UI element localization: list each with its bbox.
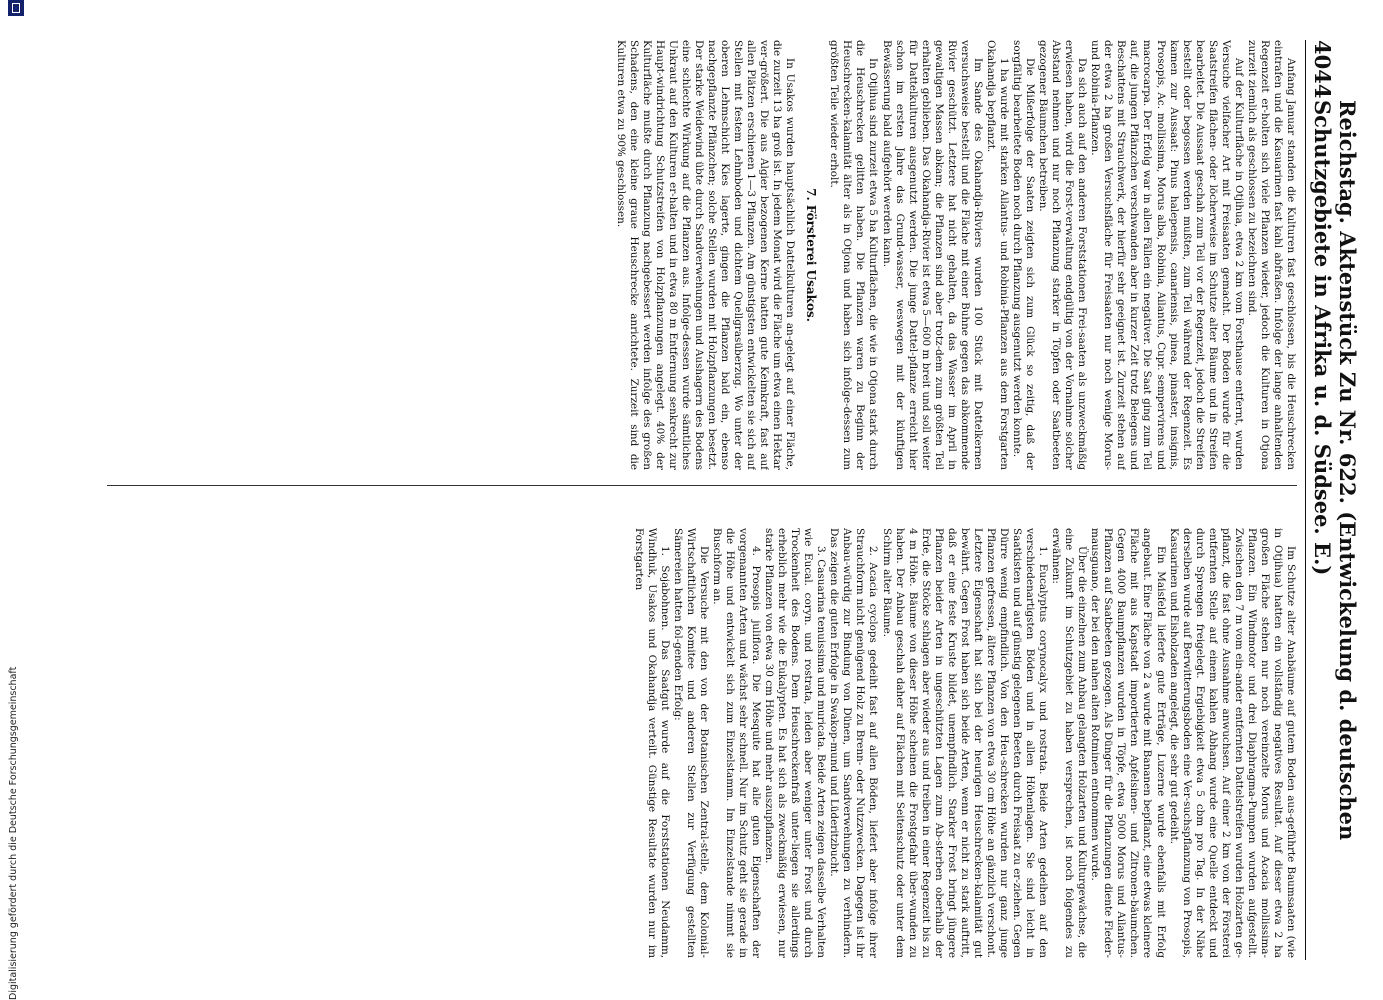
paragraph: Über die einzelnen zum Anbau gelangten Holzarten und Kulturgewächse, die eine Zukunft im Schutzgebiet zu haben versprechen, ist noch folgendes zu erwähnen: [1050, 528, 1089, 958]
paragraph: 2. Acacia cyclops gedeiht fast auf allen Böden, liefert aber infolge ihrer Strauchform nicht genügend Holz zu Brenn- oder Nutzzwecken. Dagegen ist ihr Anbau-würdig zur Bindung von Dünen, um Sandverwehungen zu verhindern. Das zeigen die guten Erfolge in Swakop-mund und Lüderitzbucht. [828, 528, 880, 958]
paragraph: In Usakos wurden hauptsächlich Dattelkulturen an-gelegt auf einer Fläche, die zurzeit 13 ha groß ist. In jedem Monat wird die Fläche um etwa einen Hektar ver-größert. Die aus Algier bezogenen Kerne hatten gute Keimkraft, fast auf allen Plätzen erschienen 1—3 Pflanzen. Am günstigsten entwickelten sie sich auf Stellen mit festem Lehmboden und dichtem Quellgrasüberzug. Wo unter der oberen Lehmschicht Kies lagerte, gingen die Pflanzen bald ein, ebenso nachgepflanzte Pflänzchen; solche Stellen wurden mit Holzpflanzungen besetzt. Der starke Weidewind übte durch Sandverwehungen und Aushagern des Bodens eine schlechte Wirkung auf die Pflanzen aus. Infolge-dessen wurde sämtliches Unkraut auf den Kulturen er-halten und in etwa 80 m Entfernung senkrecht zur Haupt-windrichtung Schutzstreifen von Holzpflanzungen angelegt. 40% der Kulturfläche mußte durch Pflanzung nachgebessert werden infolge des großen Schadens, den eine kleine graue Heuschrecke anrichtete. Zurzeit sind die Kulturen etwa zu 90% geschlossen. [614, 40, 797, 470]
left-column [107, 40, 1297, 470]
paragraph: 4. Prosopis juliflora. Die Mesquite hat alle guten Eigenschaften der vorgenannten Arten und wächst sehr schnell. Nur im Schutz geht sie gerade in die Höhe und entwickelt sich zum Einzelstamm. Im Einzelstande nimmt sie Buschform an. [710, 528, 763, 958]
paragraph: 1. Sojabohnen. Das Saatgut wurde auf die Forststationen Neudamm, Windhuk, Usakos und Okahandja verteilt. Günstige Resultate wurden nur im Forstgarten [632, 528, 671, 958]
paragraph: 3. Casuarina tenuissima und muricata. Beide Arten zeigen dasselbe Verhalten wie Eucal. coryn. und rostrata, leiden aber weniger unter Frost und durch Trockenheit des Bodens. Dem Heuschreckenfraß unter-liegen sie allerdings erheblich mehr wie die Eukalypten. Es hat sich als zweckmäßig erwiesen, nur starke Pflanzen von etwa 30 cm Höhe und mehr auszupflanzen. [763, 528, 828, 958]
paragraph: 1 ha wurde mit starken Ailantus- und Robinia-Pflanzen aus dem Forstgarten Okahandja bepflanzt. [984, 40, 1010, 470]
paragraph: Da sich auch auf den anderen Forststationen Frei-saaten als unzweckmäßig erwiesen haben, wird die Forst-verwaltung endgültig von der Vornahme solcher Abstand nehmen und nur noch Pflanzung starker in Töpfen oder Saatbeeten gezogener Bäumchen betreiben. [1037, 40, 1089, 470]
paragraph: Ein Maisfeld lieferte gute Erträge, Luzerne wurde ebenfalls mit Erfolg angebaut. Eine Fläche von 2 a wurde mit Bananen bepflanzt, eine etwas kleinere Fläche mit aus Kapstadt importierten Apfelsinen- und Zitronen-bäumchen. Gegen 4000 Baumpflanzen wurden in Töpfe, etwa 5000 Morus und Ailantus-Pflanzen auf Saatbeeten gezogen. Als Dünger für die Pflanzungen diente Fleder-mausguano, der bei den nahen alten Rotminen entnommen wurde. [1089, 528, 1167, 958]
paragraph: Die Versuche mit den von der Botanischen Zentral-stelle, dem Kolonial-Wirtschaftlichen Komitee und anderen Stellen zur Verfügung gestellten Sämereien hatten fol-genden Erfolg: [671, 528, 710, 958]
right-column [107, 528, 1297, 958]
paragraph: 1. Eucalyptus corynocalyx und rostrata. Beide Arten gedeihen auf den verschiedenartigsten Böden und in allen Höhenlagen. Sie sind leicht in Saatkisten und auf günstig gelegenen Beeten durch Freisaat zu er-ziehen. Gegen Dürre wenig empfindlich. Von den Heu-schrecken wurden nur ganz junge Pflanzen gefressen, ältere Pflanzen von etwa 30 cm Höhe an gänzlich verschont. Letztere Eigenschaft hat sich bei der heurigen Heuschrecken-kalamität gut bewährt. Gegen Frost haben sich beide Arten, wenn er nicht zu stark auftritt, daß er eine feste Kruste bildet, unempfindlich. Starker Frost bringt jüngere Pflanzen beider Arten in ungeschützten Lagen zum Ab-sterben oberhalb der Erde, die Stöcke schlagen aber wieder aus und treiben in einer Regenzeit bis zu 4 m Höhe. Bäume von dieser Höhe scheinen die Frostgefahr über-wunden zu haben. Der Anbau geschah daher auf Flächen mit Seitenschutz oder unter dem Schirm alter Bäume. [880, 528, 1050, 958]
paragraph: Auf der Kulturfläche in Otjihua, etwa 2 km vom Forsthause entfernt, wurden Versuche vielfacher Art mit Freisaaten gemacht. Der Boden wurde für die Saatstreifen flächen- oder löcherweise im Schutze alter Bäume und in Streifen bearbeitet. Die Aussaat geschah zum Teil vor der Regenzeit, jedoch die Streifen bestellt oder begossen werden mußten, zum Teil während der Regenzeit. Es kamen zur Aussaat: Pinus halepensis, canariensis, pinea, pinaster, insignis, Prosopis, Ac. mollissima, Morus alba, Robinia, Ailantus, Cupr. sempervirens und macrocarpa. Der Erfolg war in allen Fällen ein negativer. Die Saat ging zum Teil auf, die jungen Pflänzchen verschwanden aber in kurzer Zeit trotz Belegens und Beschattens mit Strauchwerk, der hierfür sehr geeignet ist. Zurzeit stehen auf der etwa 2 ha großen Versuchsfläche für Freisaaten nur noch wenige Morus- und Robinia-Pflanzen. [1089, 40, 1245, 470]
dfg-logo-icon [8, 0, 24, 16]
paragraph: In Otjihua sind zurzeit etwa 5 ha Kulturflächen, die wie in Otjona stark durch die Heuschrecken gelitten haben. Die Pflanzen waren zu Beginn der Heuschrecken-kalamität älter als in Otjona und haben sich infolge-dessen zum größten Teile wieder erholt. [828, 40, 880, 470]
paragraph: Anfang Januar standen die Kulturen fast geschlossen, bis die Heuschrecken eintrafen und die Kasuarinen fast kahl abfraßen. Infolge der lange anhaltenden Regenzeit er-holten sich viele Pflanzen wieder, jedoch die Kulturen in Otjona zurzeit ziemlich als geschlossen zu bezeichnen sind. [1245, 40, 1297, 470]
digitization-watermark [8, 0, 24, 1000]
paragraph: Im Schutze alter Anabäume auf gutem Boden aus-geführte Baumsaaten (wie in Otjihua) hatten ein vollständig negatives Resultat. Auf dieser etwa 2 ha großen Fläche stehen nur noch vereinzelte Morus und Acacia mollissima-Pflanzen. Ein Windmotor und drei Diaphragma-Pumpen wurden aufgestellt. Zwischen den 7 m vom ein-ander entfernten Dattelstreifen wurden Holzarten ge-pflanzt, die fast ohne Ausnahme anwuchsen. Auf einer 2 km von der Försterei entfernten Stelle auf einem kahlen Abhang wurde eine Quelle entdeckt und durch Sprengen freigelegt. Ergiebigkeit etwa 5 cbm pro Tag. In der Nähe derselben wurde auf Berwitterungsboden eine Ver-suchspflanzung von Prosopis, Kasuarinen und Eisholzaden angelegt, die sehr gut gedeiht. [1167, 528, 1297, 958]
paragraph: Die Mißerfolge der Saaten zeigten sich zum Glück so zeitig, daß der sorgfältig bearbeitete Boden noch durch Pflanzung ausgenutzt werden konnte. [1011, 40, 1037, 470]
paragraph: Im Sande des Okahandja-Riviers wurden 100 Stück mit Dattelkernen versuchsweise bestellt und die Fläche mit einer Buhne gegen das abkommende Rivier geschützt. Letztere hat nicht gehalten, da das Wasser im April in gewaltigen Massen abkam; die Pflanzen sind aber trotz-dem zum größten Teil erhalten geblieben. Das Okahandja-Rivier ist etwa 5—600 m breit und soll weiter für Dattelkulturen ausgenutzt werden. Die junge Dattel-pflanze erreicht hier schon im ersten Jahre das Grund-wasser, weswegen mit der künftigen Bewässerung bald aufgehört werden kann. [880, 40, 984, 470]
page-number: 4044 [1310, 40, 1335, 99]
section-heading: 7. Försterei Usakos. [804, 188, 819, 322]
column-divider [107, 485, 1297, 486]
page-header [1305, 40, 1360, 960]
watermark-text: Digitalisierung gefördert durch die Deutsche Forschungsgemeinschaft [8, 666, 19, 1000]
page-title: Reichstag. Aktenstück Zu Nr. 622. (Entwickelung d. deutschen Schutzgebiete in Afrika u. d. Südsee. E.) [1310, 100, 1360, 841]
